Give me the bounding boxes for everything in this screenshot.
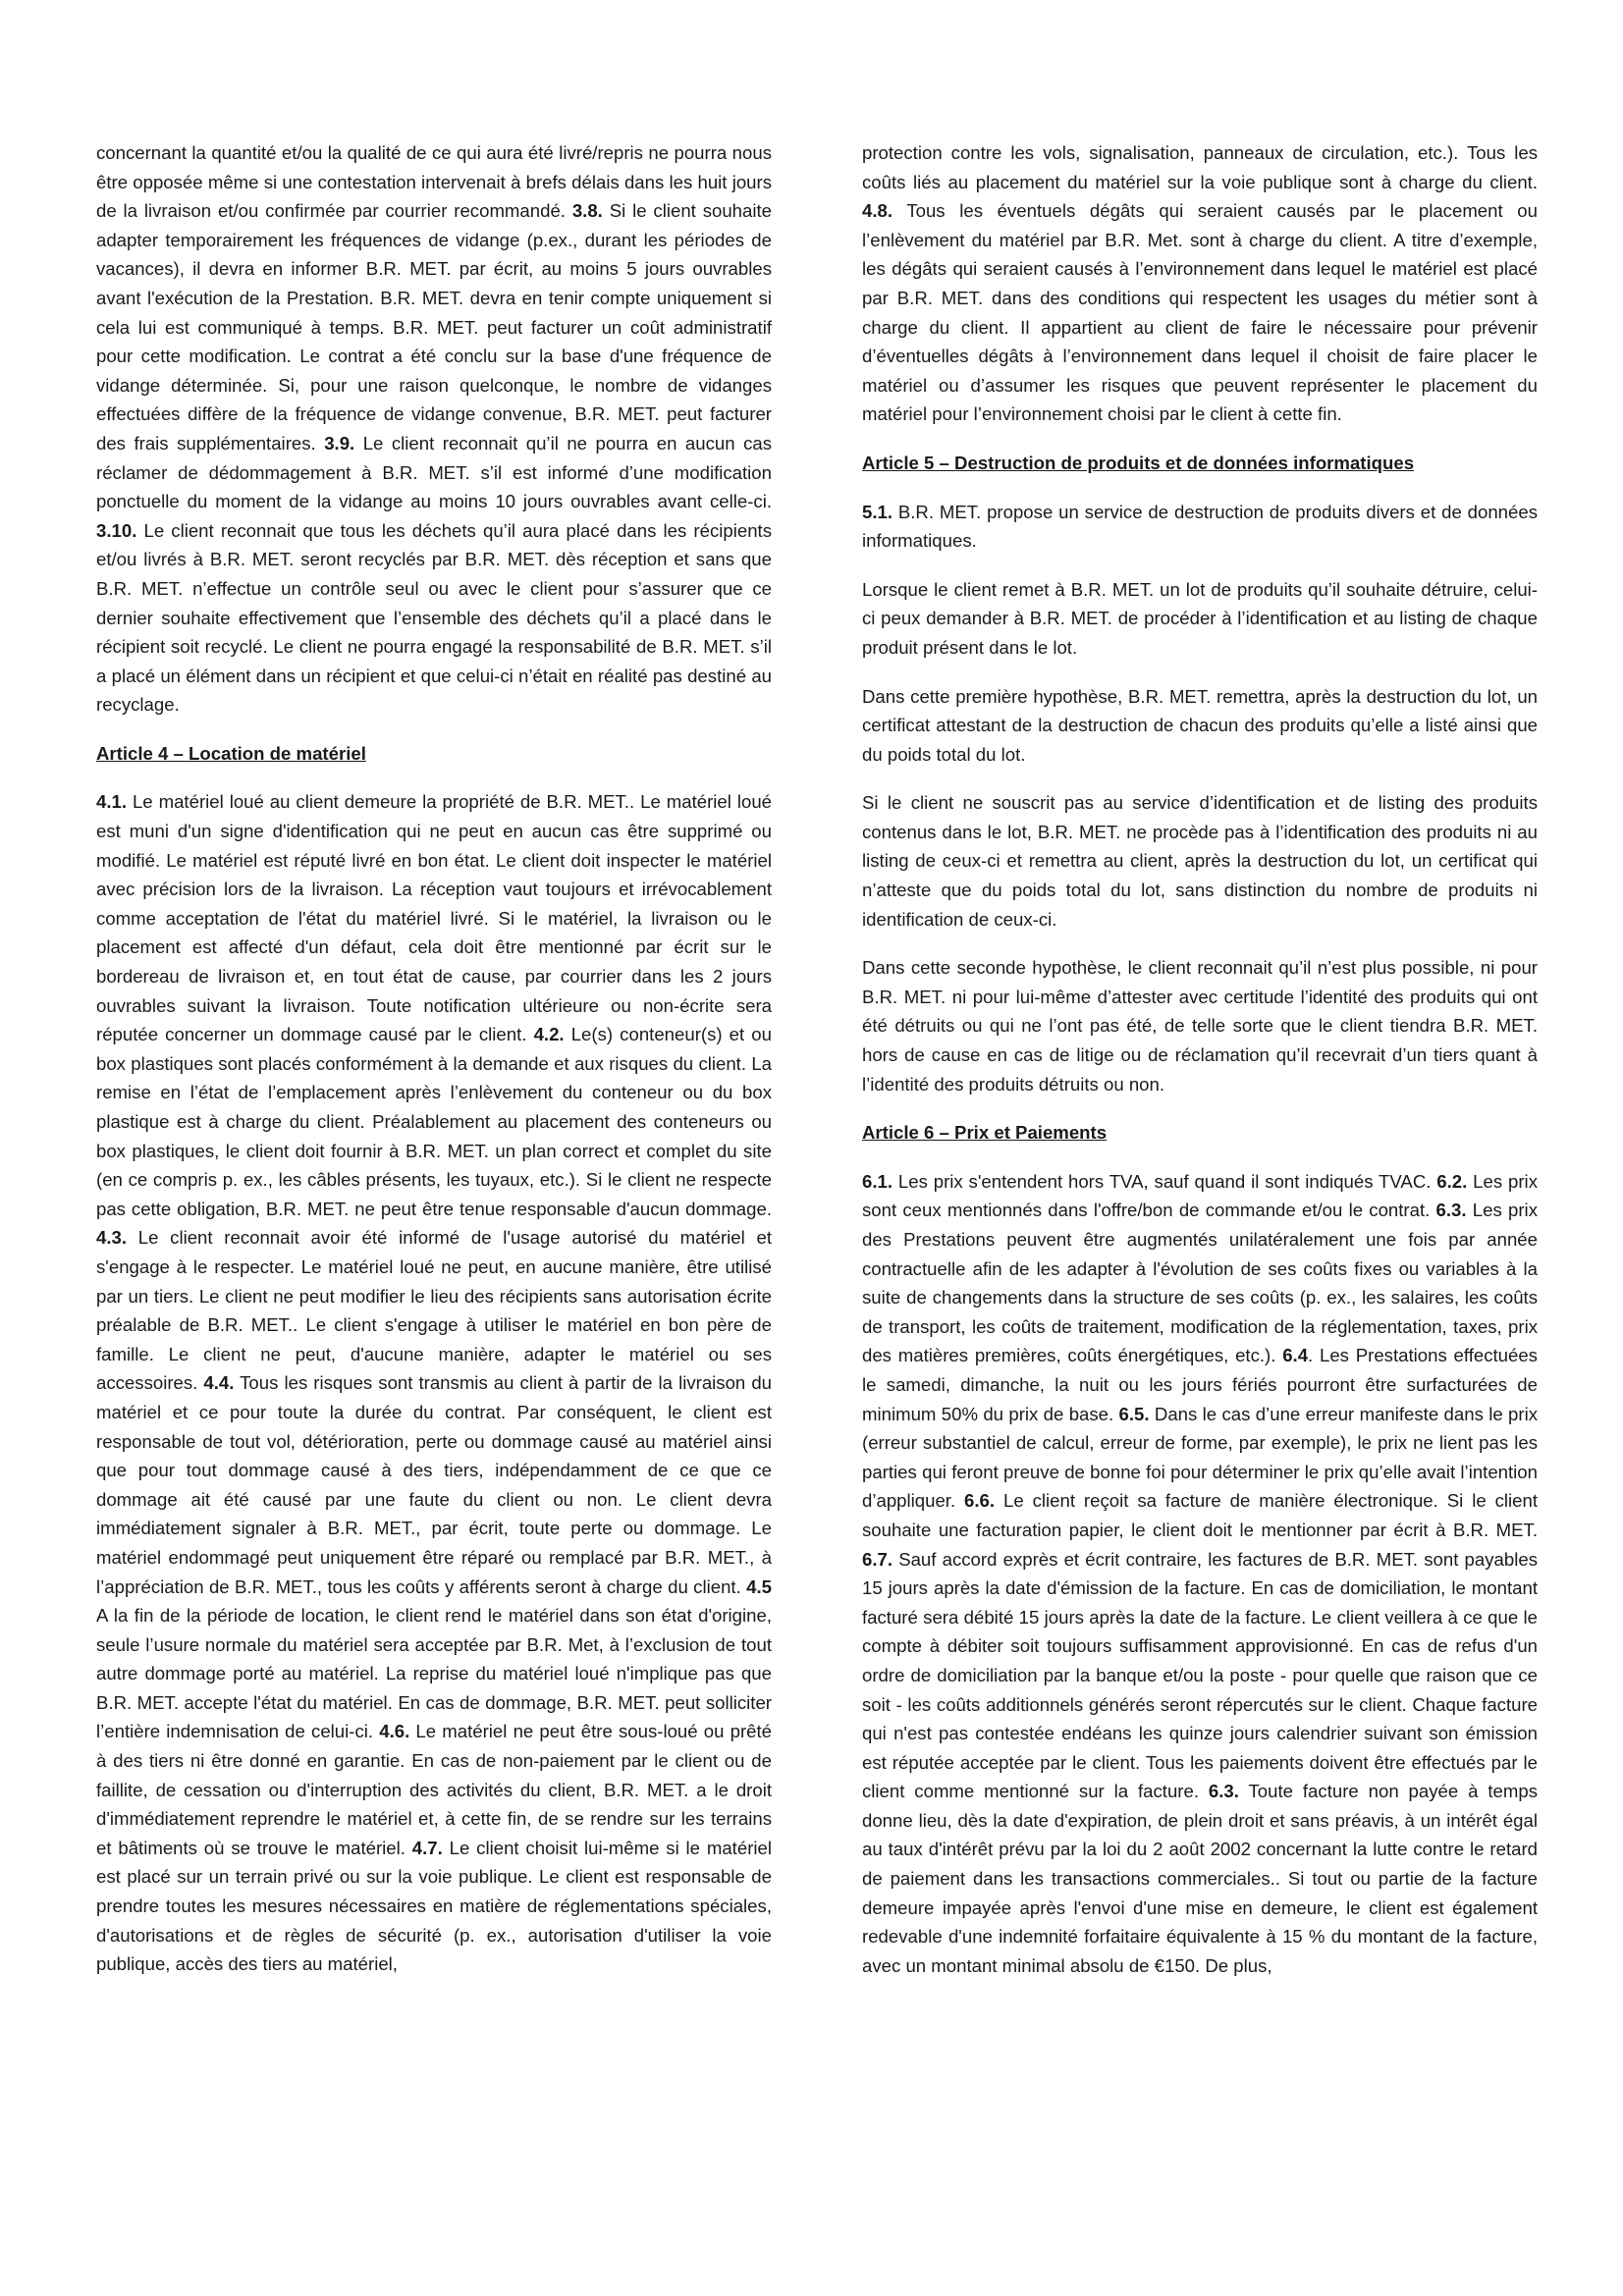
section-heading: Article 5 – Destruction de produits et de données informatiques: [862, 452, 1415, 473]
clause-number: 6.3.: [1208, 1781, 1239, 1802]
paragraph: concernant la quantité et/ou la qualité de ce qui aura été livré/repris ne pourra nous être opposée même si une contestation intervenait à brefs délais dans les huit jours de la livraison et/ou confirmée par courrier recommandé. 3.8. Si le client souhaite adapter temporairement les fréquences de vidange (p.ex., durant les périodes de vacances), il devra en informer B.R. MET. par écrit, au moins 5 jours ouvrables avant l'exécution de la Prestation. B.R. MET. devra en tenir compte uniquement si cela lui est communiqué à temps. B.R. MET. peut facturer un coût administratif pour cette modification. Le contrat a été conclu sur la base d'une fréquence de vidange déterminée. Si, pour une raison quelconque, le nombre de vidanges effectuées diffère de la fréquence de vidange convenue, B.R. MET. peut facturer des frais supplémentaires. 3.9. Le client reconnait qu’il ne pourra en aucun cas réclamer de dédommagement à B.R. MET. s’il est informé d’une modification ponctuelle du moment de la vidange au moins 10 jours ouvrables avant celle-ci. 3.10. Le client reconnait que tous les déchets qu’il aura placé dans les récipients et/ou livrés à B.R. MET. seront recyclés par B.R. MET. dès réception et sans que B.R. MET. n’effectue un contrôle seul ou avec le client pour s’assurer que ce dernier souhaite effectivement que l’ensemble des déchets qu’il a placé dans le récipient soit recyclé. Le client ne pourra engagé la responsabilité de B.R. MET. s’il a placé un élément dans un récipient et que celui-ci n’était en réalité pas destiné au recyclage.: [96, 142, 772, 716]
clause-number: 5.1.: [862, 501, 893, 522]
clause-number: 6.2.: [1436, 1170, 1468, 1192]
clause-number: 3.10.: [96, 519, 137, 541]
paragraph: 6.1. Les prix s'entendent hors TVA, sauf quand il sont indiqués TVAC. 6.2. Les prix sont ceux mentionnés dans l'offre/bon de commande et/ou le contrat. 6.3. Les prix des Prestations peuvent être augmentés unilatéralement une fois par année contractuelle afin de les adapter à l'évolution de ses coûts fixes ou variables à la suite de changements dans la structure de ses coûts (p. ex., les salaires, les coûts de transport, les coûts de traitement, modification de la réglementation, taxes, prix des matières premières, coûts énergétiques, etc.). 6.4. Les Prestations effectuées le samedi, dimanche, la nuit ou les jours fériés pourront être surfacturées de minimum 50% du prix de base. 6.5. Dans le cas d’une erreur manifeste dans le prix (erreur substantiel de calcul, erreur de forme, par exemple), le prix ne lient pas les parties qui feront preuve de bonne foi pour déterminer le prix qu’elle avait l’intention d’appliquer. 6.6. Le client reçoit sa facture de manière électronique. Si le client souhaite une facturation papier, le client doit le mentionner par écrit à B.R. MET. 6.7. Sauf accord exprès et écrit contraire, les factures de B.R. MET. sont payables 15 jours après la date d'émission de la facture. En cas de domiciliation, le montant facturé sera débité 15 jours après la date de la facture. Le client veillera à ce que le compte à débiter soit toujours suffisamment approvisionné. En cas de refus d'un ordre de domiciliation par la banque et/ou la poste - pour quelle que raison que ce soit - les coûts additionnels générés seront répercutés sur le client. Chaque facture qui n'est pas contestée endéans les quinze jours calendrier suivant son émission est réputée acceptée par le client. Tous les paiements doivent être effectués par le client comme mentionné sur la facture. 6.3. Toute facture non payée à temps donne lieu, dès la date d'expiration, de plein droit et sans préavis, à un intérêt égal au taux d'intérêt prévu par la loi du 2 août 2002 concernant la lutte contre le retard de paiement dans les transactions commerciales.. Si tout ou partie de la facture demeure impayée après l'envoi d'une mise en demeure, le client est également redevable d'une indemnité forfaitaire équivalente à 15 % du montant de la facture, avec un montant minimal absolu de €150. De plus,: [862, 1170, 1538, 1976]
clause-number: 4.4.: [203, 1372, 235, 1394]
clause-number: 4.6.: [379, 1721, 410, 1742]
clause-number: 4.1.: [96, 791, 128, 813]
paragraph: Dans cette première hypothèse, B.R. MET. remettra, après la destruction du lot, un certificat attestant de la destruction de chacun des produits qu’elle a listé ainsi que du poids total du lot.: [862, 685, 1538, 765]
clause-number: 6.7.: [862, 1548, 893, 1570]
paragraph: Si le client ne souscrit pas au service d’identification et de listing des produits contenus dans le lot, B.R. MET. ne procède pas à l’identification des produits ni au listing de ceux-ci et remettra au client, après la destruction du lot, un certificat qui n’atteste que du poids total du lot, sans distinction du nombre de produits ni identification de ceux-ci.: [862, 792, 1538, 930]
clause-number: 3.9.: [324, 432, 355, 454]
paragraph: Dans cette seconde hypothèse, le client reconnait qu’il n’est plus possible, ni pour B.R. MET. ni pour lui-même d’attester avec certitude l’identité des produits qui ont été détruits ou qui ne l’ont pas été, de telle sorte que le client tiendra B.R. MET. hors de cause en cas de litige ou de réclamation qu’il recevrait d’un tiers quant à l’identité des produits détruits ou non.: [862, 957, 1538, 1095]
clause-number: 6.4: [1282, 1345, 1309, 1366]
clause-number: 4.7.: [411, 1837, 443, 1858]
paragraph: 5.1. B.R. MET. propose un service de destruction de produits divers et de données informatiques.: [862, 501, 1538, 552]
clause-number: 6.5.: [1118, 1403, 1150, 1424]
document-page: [96, 138, 1538, 2000]
clause-number: 4.3.: [96, 1227, 128, 1249]
section-heading: Article 6 – Prix et Paiements: [862, 1122, 1108, 1144]
clause-number: 6.3.: [1435, 1200, 1467, 1221]
clause-number: 3.8.: [571, 200, 603, 222]
section-heading: Article 4 – Location de matériel: [96, 742, 366, 764]
clause-number: 4.5: [746, 1575, 772, 1597]
clause-number: 6.6.: [964, 1490, 996, 1512]
right-column: [862, 138, 1538, 2000]
paragraph: protection contre les vols, signalisation, panneaux de circulation, etc.). Tous les coûts liés au placement du matériel sur la voie publique sont à charge du client. 4.8. Tous les éventuels dégâts qui seraient causés par le placement ou l’enlèvement du matériel par B.R. Met. sont à charge du client. A titre d’exemple, les dégâts qui seraient causés à l’environnement dans lequel le matériel est placé par B.R. MET. dans des conditions qui respectent les usages du métier sont à charge du client. Il appartient au client de faire le nécessaire pour prévenir d’éventuelles dégâts à l’environnement dans lequel il choisit de faire placer le matériel ou d’assumer les risques que peuvent représenter le placement du matériel pour l’environnement choisi par le client à cette fin.: [862, 142, 1538, 425]
clause-number: 6.1.: [862, 1170, 893, 1192]
left-column: [96, 138, 772, 2000]
clause-number: 4.8.: [862, 200, 893, 222]
clause-number: 4.2.: [533, 1024, 565, 1045]
paragraph: Lorsque le client remet à B.R. MET. un lot de produits qu’il souhaite détruire, celui-ci peux demander à B.R. MET. de procéder à l’identification et au listing de chaque produit présent dans le lot.: [862, 578, 1538, 658]
paragraph: 4.1. Le matériel loué au client demeure la propriété de B.R. MET.. Le matériel loué est muni d'un signe d'identification qui ne peut en aucun cas être supprimé ou modifié. Le matériel est réputé livré en bon état. Le client doit inspecter le matériel avec précision lors de la livraison. La réception vaut toujours et irrévocablement comme acceptation de l'état du matériel livré. Si le matériel, la livraison ou le placement est affecté d'un défaut, cela doit être mentionné par écrit sur le bordereau de livraison et, en tout état de cause, par courrier dans les 2 jours ouvrables suivant la livraison. Toute notification ultérieure ou non-écrite sera réputée concerner un dommage causé par le client. 4.2. Le(s) conteneur(s) et ou box plastiques sont placés conformément à la demande et aux risques du client. La remise en l’état de l’emplacement après l’enlèvement du conteneur ou du box plastique est à charge du client. Préalablement au placement des conteneurs ou box plastiques, le client doit fournir à B.R. MET. un plan correct et complet du site (en ce compris p. ex., les câbles présents, les tuyaux, etc.). Si le client ne respecte pas cette obligation, B.R. MET. ne peut être tenue responsable d'aucun dommage. 4.3. Le client reconnait avoir été informé de l'usage autorisé du matériel et s'engage à le respecter. Le matériel loué ne peut, en aucune manière, être utilisé par un tiers. Le client ne peut modifier le lieu des récipients sans autorisation écrite préalable de B.R. MET.. Le client s'engage à utiliser le matériel en bon père de famille. Le client ne peut, d'aucune manière, adapter le matériel ou ses accessoires. 4.4. Tous les risques sont transmis au client à partir de la livraison du matériel et ce pour toute la durée du contrat. Par conséquent, le client est responsable de tout vol, détérioration, perte ou dommage causé au matériel ainsi que pour tout dommage causé à des tiers, indépendamment de ce que ce dommage ait été causé par une faute du client ou non. Le client devra immédiatement signaler à B.R. MET., par écrit, toute perte ou dommage. Le matériel endommagé peut uniquement être réparé ou remplacé par B.R. MET., à l’appréciation de B.R. MET., tous les coûts y afférents seront à charge du client. 4.5 A la fin de la période de location, le client rend le matériel dans son état d'origine, seule l’usure normale du matériel sera acceptée par B.R. Met, à l’exclusion de tout autre dommage porté au matériel. La reprise du matériel loué n'implique pas que B.R. MET. accepte l'état du matériel. En cas de dommage, B.R. MET. peut solliciter l’entière indemnisation de celui-ci. 4.6. Le matériel ne peut être sous-loué ou prêté à des tiers ni être donné en garantie. En cas de non-paiement par le client ou de faillite, de cessation ou d'interruption des activités du client, B.R. MET. a le droit d'immédiatement reprendre le matériel et, à cette fin, de se rendre sur les terrains et bâtiments où se trouve le matériel. 4.7. Le client choisit lui-même si le matériel est placé sur un terrain privé ou sur la voie publique. Le client est responsable de prendre toutes les mesures nécessaires en matière de réglementations spéciales, d'autorisations et de règles de sécurité (p. ex., autorisation d'utiliser la voie publique, accès des tiers au matériel,: [96, 791, 773, 1975]
